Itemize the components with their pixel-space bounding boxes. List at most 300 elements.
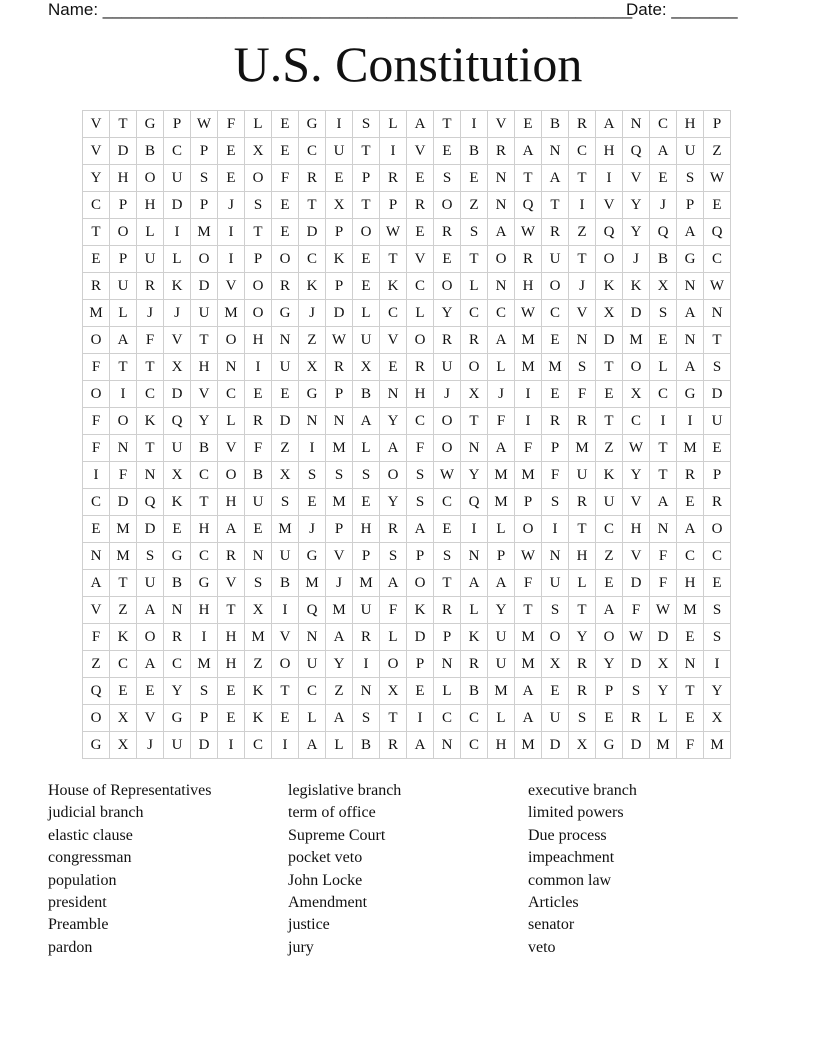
grid-cell: T xyxy=(191,327,218,354)
grid-cell: M xyxy=(623,327,650,354)
grid-cell: H xyxy=(407,381,434,408)
word-list-item: Preamble xyxy=(48,916,109,934)
grid-cell: E xyxy=(218,705,245,732)
grid-row xyxy=(83,408,731,435)
grid-cell: O xyxy=(83,705,110,732)
grid-cell: S xyxy=(704,624,731,651)
grid-cell: N xyxy=(488,165,515,192)
grid-cell: N xyxy=(218,354,245,381)
grid-row xyxy=(83,489,731,516)
word-list-item: House of Representatives xyxy=(48,782,212,799)
grid-cell: N xyxy=(245,543,272,570)
grid-cell: H xyxy=(191,516,218,543)
grid-cell: M xyxy=(515,624,542,651)
grid-cell: Y xyxy=(191,408,218,435)
grid-cell: O xyxy=(353,219,380,246)
grid-cell: M xyxy=(326,435,353,462)
grid-cell: P xyxy=(515,489,542,516)
grid-row xyxy=(83,516,731,543)
grid-cell: O xyxy=(542,624,569,651)
grid-cell: A xyxy=(326,705,353,732)
grid-cell: X xyxy=(650,651,677,678)
grid-cell: H xyxy=(353,516,380,543)
word-list-item: pardon xyxy=(48,938,93,956)
date-field-label: Date: _______ xyxy=(626,0,738,19)
grid-cell: I xyxy=(272,597,299,624)
grid-cell: L xyxy=(353,300,380,327)
word-list-item: executive branch xyxy=(528,782,637,799)
grid-cell: R xyxy=(434,597,461,624)
grid-cell: S xyxy=(542,597,569,624)
grid-cell: H xyxy=(677,111,704,138)
grid-cell: D xyxy=(623,651,650,678)
word-list-item: legislative branch xyxy=(288,782,402,799)
grid-cell: F xyxy=(137,327,164,354)
grid-cell: R xyxy=(353,624,380,651)
word-list-item: limited powers xyxy=(528,804,624,822)
grid-cell: M xyxy=(218,300,245,327)
grid-cell: Y xyxy=(569,624,596,651)
grid-cell: K xyxy=(110,624,137,651)
grid-cell: V xyxy=(83,597,110,624)
grid-cell: Z xyxy=(596,543,623,570)
grid-cell: G xyxy=(299,543,326,570)
grid-cell: C xyxy=(461,300,488,327)
grid-cell: A xyxy=(650,138,677,165)
grid-cell: S xyxy=(569,705,596,732)
grid-cell: M xyxy=(488,462,515,489)
grid-cell: N xyxy=(83,543,110,570)
grid-cell: G xyxy=(299,111,326,138)
grid-row xyxy=(83,732,731,759)
grid-cell: Q xyxy=(299,597,326,624)
grid-cell: P xyxy=(704,111,731,138)
grid-cell: X xyxy=(650,273,677,300)
grid-cell: J xyxy=(650,192,677,219)
grid-cell: X xyxy=(542,651,569,678)
grid-cell: I xyxy=(461,111,488,138)
grid-cell: E xyxy=(434,516,461,543)
grid-cell: V xyxy=(164,327,191,354)
grid-cell: I xyxy=(272,732,299,759)
grid-cell: N xyxy=(488,273,515,300)
grid-cell: L xyxy=(407,300,434,327)
grid-cell: Z xyxy=(272,435,299,462)
grid-cell: L xyxy=(461,273,488,300)
grid-row xyxy=(83,354,731,381)
grid-cell: I xyxy=(461,516,488,543)
grid-cell: U xyxy=(488,624,515,651)
grid-cell: C xyxy=(704,246,731,273)
grid-cell: U xyxy=(434,354,461,381)
grid-cell: N xyxy=(299,408,326,435)
word-list-column-3 xyxy=(528,780,758,959)
grid-cell: S xyxy=(353,705,380,732)
grid-cell: G xyxy=(677,246,704,273)
grid-cell: X xyxy=(623,381,650,408)
grid-cell: B xyxy=(542,111,569,138)
grid-cell: E xyxy=(272,192,299,219)
grid-cell: G xyxy=(299,381,326,408)
grid-cell: K xyxy=(245,678,272,705)
grid-cell: Z xyxy=(569,219,596,246)
grid-cell: Y xyxy=(623,219,650,246)
grid-cell: I xyxy=(326,111,353,138)
grid-cell: Z xyxy=(110,597,137,624)
grid-cell: E xyxy=(272,138,299,165)
grid-cell: I xyxy=(218,732,245,759)
grid-cell: D xyxy=(191,273,218,300)
grid-cell: C xyxy=(83,192,110,219)
grid-cell: O xyxy=(623,354,650,381)
grid-cell: R xyxy=(542,408,569,435)
grid-cell: F xyxy=(83,408,110,435)
word-list-item: Supreme Court xyxy=(288,826,386,844)
word-list-item: Articles xyxy=(528,893,579,911)
grid-cell: O xyxy=(596,246,623,273)
grid-cell: L xyxy=(488,705,515,732)
grid-cell: S xyxy=(137,543,164,570)
grid-cell: M xyxy=(353,570,380,597)
grid-cell: F xyxy=(83,354,110,381)
word-search-grid xyxy=(82,110,731,759)
grid-cell: E xyxy=(407,678,434,705)
grid-cell: X xyxy=(380,678,407,705)
grid-cell: R xyxy=(380,732,407,759)
grid-cell: H xyxy=(677,570,704,597)
grid-cell: K xyxy=(164,273,191,300)
grid-cell: E xyxy=(218,678,245,705)
grid-cell: T xyxy=(569,165,596,192)
grid-cell: J xyxy=(299,300,326,327)
grid-cell: V xyxy=(218,570,245,597)
grid-cell: C xyxy=(677,543,704,570)
grid-cell: C xyxy=(461,705,488,732)
grid-cell: F xyxy=(623,597,650,624)
grid-cell: I xyxy=(164,219,191,246)
grid-cell: M xyxy=(515,327,542,354)
grid-cell: E xyxy=(164,516,191,543)
grid-cell: S xyxy=(704,354,731,381)
grid-row xyxy=(83,678,731,705)
grid-cell: U xyxy=(245,489,272,516)
grid-cell: T xyxy=(704,327,731,354)
grid-cell: E xyxy=(353,273,380,300)
grid-cell: D xyxy=(623,732,650,759)
grid-cell: F xyxy=(650,543,677,570)
grid-cell: E xyxy=(542,381,569,408)
grid-cell: G xyxy=(272,300,299,327)
grid-cell: V xyxy=(137,705,164,732)
grid-cell: L xyxy=(353,435,380,462)
grid-cell: A xyxy=(542,165,569,192)
grid-cell: M xyxy=(83,300,110,327)
grid-cell: B xyxy=(164,570,191,597)
grid-cell: Y xyxy=(164,678,191,705)
grid-cell: T xyxy=(380,705,407,732)
grid-cell: C xyxy=(191,462,218,489)
grid-cell: V xyxy=(407,138,434,165)
grid-cell: P xyxy=(434,624,461,651)
grid-cell: O xyxy=(542,273,569,300)
grid-row xyxy=(83,192,731,219)
grid-cell: N xyxy=(569,327,596,354)
grid-cell: H xyxy=(515,273,542,300)
grid-cell: E xyxy=(434,138,461,165)
grid-cell: P xyxy=(677,192,704,219)
grid-cell: L xyxy=(299,705,326,732)
grid-cell: F xyxy=(677,732,704,759)
grid-cell: H xyxy=(110,165,137,192)
grid-cell: T xyxy=(434,111,461,138)
grid-cell: A xyxy=(677,300,704,327)
grid-cell: P xyxy=(407,651,434,678)
grid-cell: C xyxy=(434,489,461,516)
grid-cell: E xyxy=(434,246,461,273)
grid-cell: O xyxy=(137,624,164,651)
grid-cell: F xyxy=(245,435,272,462)
grid-cell: S xyxy=(299,462,326,489)
grid-cell: J xyxy=(488,381,515,408)
grid-cell: M xyxy=(704,732,731,759)
grid-row xyxy=(83,462,731,489)
grid-cell: D xyxy=(623,570,650,597)
grid-cell: P xyxy=(380,192,407,219)
grid-cell: P xyxy=(191,138,218,165)
grid-cell: T xyxy=(461,408,488,435)
grid-cell: I xyxy=(83,462,110,489)
grid-cell: P xyxy=(110,192,137,219)
grid-cell: V xyxy=(488,111,515,138)
grid-cell: M xyxy=(272,516,299,543)
grid-cell: K xyxy=(245,705,272,732)
grid-cell: J xyxy=(326,570,353,597)
grid-cell: D xyxy=(110,489,137,516)
word-list-item: Due process xyxy=(528,826,607,844)
grid-cell: R xyxy=(569,408,596,435)
grid-cell: C xyxy=(623,408,650,435)
grid-cell: V xyxy=(191,381,218,408)
grid-cell: Q xyxy=(704,219,731,246)
grid-cell: E xyxy=(326,165,353,192)
grid-cell: A xyxy=(596,597,623,624)
grid-cell: L xyxy=(218,408,245,435)
grid-cell: P xyxy=(353,165,380,192)
grid-cell: F xyxy=(650,570,677,597)
grid-cell: G xyxy=(164,705,191,732)
grid-cell: V xyxy=(623,489,650,516)
grid-cell: O xyxy=(272,246,299,273)
grid-cell: U xyxy=(137,570,164,597)
grid-cell: F xyxy=(380,597,407,624)
grid-cell: Y xyxy=(434,300,461,327)
word-list-item: population xyxy=(48,871,117,889)
grid-cell: K xyxy=(596,462,623,489)
grid-cell: A xyxy=(380,570,407,597)
grid-cell: W xyxy=(515,219,542,246)
grid-cell: R xyxy=(407,192,434,219)
grid-cell: Q xyxy=(137,489,164,516)
grid-cell: F xyxy=(488,408,515,435)
grid-cell: Q xyxy=(164,408,191,435)
grid-cell: H xyxy=(137,192,164,219)
grid-cell: T xyxy=(191,489,218,516)
grid-cell: A xyxy=(488,435,515,462)
grid-cell: R xyxy=(461,327,488,354)
grid-cell: B xyxy=(650,246,677,273)
grid-cell: A xyxy=(407,732,434,759)
grid-cell: E xyxy=(299,489,326,516)
grid-cell: U xyxy=(542,705,569,732)
grid-cell: P xyxy=(326,219,353,246)
grid-cell: S xyxy=(191,165,218,192)
grid-cell: A xyxy=(677,219,704,246)
grid-cell: A xyxy=(515,678,542,705)
grid-cell: Y xyxy=(461,462,488,489)
grid-cell: Z xyxy=(83,651,110,678)
grid-cell: Y xyxy=(596,651,623,678)
grid-cell: Y xyxy=(380,489,407,516)
grid-cell: C xyxy=(461,732,488,759)
grid-cell: R xyxy=(380,516,407,543)
grid-cell: B xyxy=(461,678,488,705)
grid-cell: C xyxy=(164,651,191,678)
grid-cell: X xyxy=(245,597,272,624)
grid-cell: L xyxy=(164,246,191,273)
grid-cell: F xyxy=(83,435,110,462)
grid-cell: M xyxy=(326,597,353,624)
grid-cell: C xyxy=(299,678,326,705)
grid-cell: C xyxy=(596,516,623,543)
grid-cell: T xyxy=(137,354,164,381)
grid-cell: U xyxy=(353,597,380,624)
grid-cell: A xyxy=(488,327,515,354)
grid-cell: M xyxy=(515,354,542,381)
grid-cell: Q xyxy=(623,138,650,165)
grid-cell: T xyxy=(353,138,380,165)
grid-row xyxy=(83,624,731,651)
grid-cell: D xyxy=(650,624,677,651)
grid-cell: N xyxy=(299,624,326,651)
grid-cell: L xyxy=(326,732,353,759)
grid-cell: B xyxy=(353,732,380,759)
grid-cell: N xyxy=(677,327,704,354)
grid-cell: I xyxy=(353,651,380,678)
grid-cell: S xyxy=(569,354,596,381)
grid-cell: T xyxy=(515,597,542,624)
grid-cell: O xyxy=(434,192,461,219)
grid-cell: K xyxy=(380,273,407,300)
word-list-item: term of office xyxy=(288,804,376,822)
grid-cell: A xyxy=(353,408,380,435)
grid-cell: W xyxy=(191,111,218,138)
grid-cell: C xyxy=(407,408,434,435)
grid-cell: D xyxy=(623,300,650,327)
grid-cell: W xyxy=(515,543,542,570)
grid-row xyxy=(83,111,731,138)
grid-cell: L xyxy=(137,219,164,246)
grid-cell: S xyxy=(434,165,461,192)
grid-cell: D xyxy=(164,381,191,408)
grid-cell: U xyxy=(164,732,191,759)
grid-cell: C xyxy=(569,138,596,165)
grid-cell: K xyxy=(326,246,353,273)
grid-cell: J xyxy=(299,516,326,543)
grid-cell: M xyxy=(488,489,515,516)
grid-cell: R xyxy=(137,273,164,300)
grid-cell: A xyxy=(488,570,515,597)
grid-cell: T xyxy=(434,570,461,597)
grid-cell: U xyxy=(542,570,569,597)
grid-cell: O xyxy=(83,381,110,408)
grid-cell: S xyxy=(353,462,380,489)
grid-cell: Z xyxy=(461,192,488,219)
grid-cell: C xyxy=(650,111,677,138)
grid-cell: S xyxy=(542,489,569,516)
grid-cell: W xyxy=(515,300,542,327)
grid-cell: T xyxy=(596,408,623,435)
grid-cell: O xyxy=(407,570,434,597)
grid-cell: I xyxy=(245,354,272,381)
grid-cell: M xyxy=(677,435,704,462)
grid-row xyxy=(83,543,731,570)
grid-cell: H xyxy=(191,354,218,381)
grid-cell: P xyxy=(164,111,191,138)
grid-cell: A xyxy=(407,111,434,138)
grid-cell: V xyxy=(83,138,110,165)
grid-cell: N xyxy=(434,651,461,678)
grid-cell: V xyxy=(623,543,650,570)
grid-cell: H xyxy=(569,543,596,570)
grid-cell: F xyxy=(110,462,137,489)
grid-cell: B xyxy=(245,462,272,489)
grid-cell: B xyxy=(137,138,164,165)
name-field-label: Name: ________________________________________________________ xyxy=(48,0,633,19)
grid-cell: Z xyxy=(596,435,623,462)
grid-cell: G xyxy=(137,111,164,138)
grid-cell: R xyxy=(434,219,461,246)
grid-cell: K xyxy=(137,408,164,435)
grid-cell: Z xyxy=(704,138,731,165)
grid-cell: E xyxy=(272,705,299,732)
grid-cell: U xyxy=(137,246,164,273)
grid-cell: A xyxy=(596,111,623,138)
grid-cell: V xyxy=(326,543,353,570)
grid-cell: M xyxy=(677,597,704,624)
grid-cell: Y xyxy=(488,597,515,624)
grid-cell: F xyxy=(407,435,434,462)
grid-cell: R xyxy=(164,624,191,651)
grid-cell: C xyxy=(299,246,326,273)
grid-cell: E xyxy=(380,354,407,381)
grid-cell: X xyxy=(272,462,299,489)
grid-cell: G xyxy=(677,381,704,408)
word-list-item: justice xyxy=(288,916,330,934)
grid-cell: R xyxy=(407,354,434,381)
grid-cell: M xyxy=(245,624,272,651)
word-list-item: jury xyxy=(288,938,314,956)
grid-cell: P xyxy=(407,543,434,570)
grid-cell: M xyxy=(515,732,542,759)
grid-cell: L xyxy=(380,624,407,651)
grid-cell: L xyxy=(650,354,677,381)
grid-cell: T xyxy=(569,246,596,273)
grid-cell: R xyxy=(83,273,110,300)
grid-cell: S xyxy=(407,489,434,516)
grid-cell: E xyxy=(515,111,542,138)
grid-cell: R xyxy=(326,354,353,381)
grid-cell: E xyxy=(218,138,245,165)
